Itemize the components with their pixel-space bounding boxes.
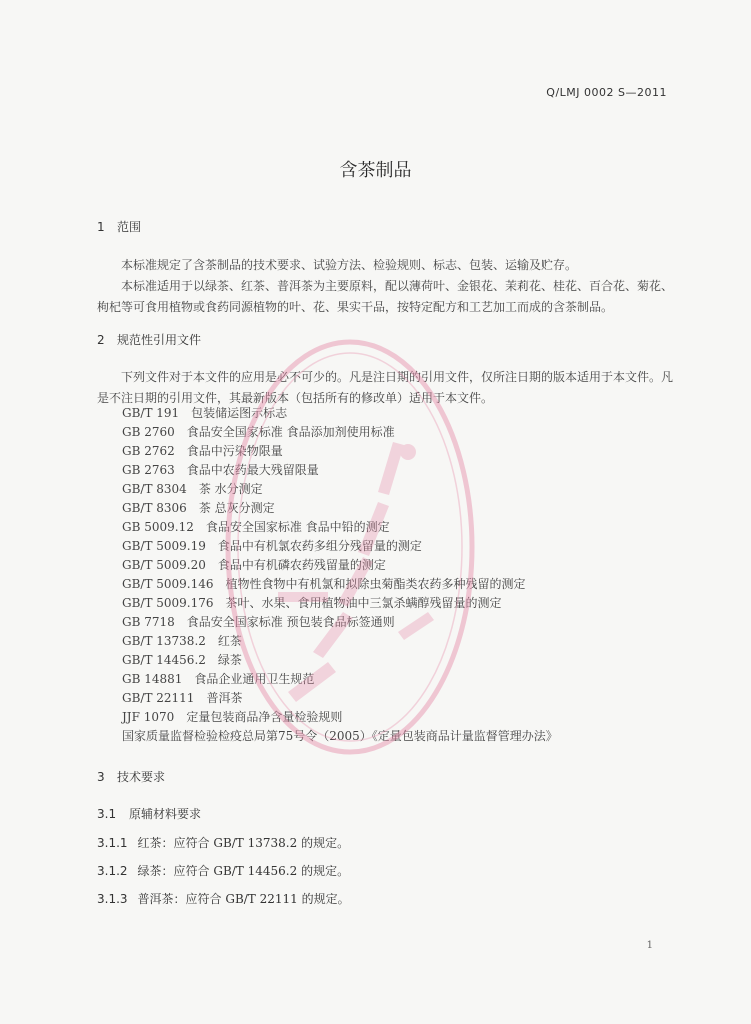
reference-name: 绿茶 — [217, 653, 242, 667]
section-2-intro: 下列文件对于本文件的应用是必不可少的。凡是注日期的引用文件，仅所注日期的版本适用于本文件。凡是不注日期的引用文件，其最新版本（包括所有的修改单）适用于本文件。 — [97, 370, 674, 405]
section-2-title: 规范性引用文件 — [117, 333, 202, 347]
reference-name: 食品中有机磷农药残留量的测定 — [217, 558, 386, 572]
section-1-para-1: 本标准规定了含茶制品的技术要求、试验方法、检验规则、标志、包装、运输及贮存。 — [121, 258, 578, 272]
subsection-3-1-heading — [97, 805, 201, 822]
reference-item — [122, 689, 558, 708]
reference-code: GB/T 5009.146 — [122, 577, 214, 591]
section-1-para-2: 本标准适用于以绿茶、红茶、普洱茶为主要原料，配以薄荷叶、金银花、茉莉花、桂花、百合花、菊花、枸杞等可食用植物或食药同源植物的叶、花、果实干品，按特定配方和工艺加工而成的含茶制品。 — [97, 279, 674, 314]
reference-name: 包装储运图示标志 — [191, 406, 288, 420]
reference-code: GB/T 5009.19 — [122, 539, 206, 553]
reference-code: GB/T 13738.2 — [122, 634, 206, 648]
reference-name: 国家质量监督检验检疫总局第75号令（2005）《定量包装商品计量监督管理办法》 — [122, 729, 558, 743]
reference-item — [122, 499, 558, 518]
reference-code: GB/T 14456.2 — [122, 653, 206, 667]
reference-code: GB/T 8306 — [122, 501, 187, 515]
reference-name: 食品企业通用卫生规范 — [194, 672, 315, 686]
reference-name: 茶 水分测定 — [198, 482, 263, 496]
reference-code: GB/T 5009.176 — [122, 596, 214, 610]
clause-text: 绿茶：应符合 GB/T 14456.2 的规定。 — [137, 864, 350, 878]
reference-name: 食品中农药最大残留限量 — [186, 463, 319, 477]
reference-item — [122, 404, 558, 423]
reference-item — [122, 423, 558, 442]
reference-code: GB/T 8304 — [122, 482, 187, 496]
clause-3-1-1 — [97, 834, 349, 851]
clause-3-1-2 — [97, 862, 349, 879]
reference-name: 茶 总灰分测定 — [198, 501, 275, 515]
reference-name: 定量包装商品净含量检验规则 — [186, 710, 343, 724]
reference-code: GB 5009.12 — [122, 520, 194, 534]
reference-code: GB/T 5009.20 — [122, 558, 206, 572]
reference-item — [122, 670, 558, 689]
clause-number: 3.1.3 — [97, 892, 128, 906]
reference-item — [122, 518, 558, 537]
clause-number: 3.1.2 — [97, 864, 128, 878]
reference-code: GB 14881 — [122, 672, 183, 686]
reference-item — [122, 556, 558, 575]
section-2-heading — [97, 331, 201, 348]
reference-name: 食品中有机氯农药多组分残留量的测定 — [217, 539, 422, 553]
section-3-title: 技术要求 — [117, 770, 166, 784]
reference-name: 食品安全国家标准 食品添加剂使用标准 — [186, 425, 395, 439]
reference-name: 普洱茶 — [206, 691, 243, 705]
reference-code: GB 2762 — [122, 444, 175, 458]
reference-item — [122, 442, 558, 461]
reference-code: GB 7718 — [122, 615, 175, 629]
reference-code: GB 2763 — [122, 463, 175, 477]
section-3-number: 3 — [97, 770, 105, 784]
reference-name: 植物性食物中有机氯和拟除虫菊酯类农药多种残留的测定 — [225, 577, 526, 591]
clause-text: 红茶：应符合 GB/T 13738.2 的规定。 — [137, 836, 350, 850]
reference-item — [122, 575, 558, 594]
reference-item — [122, 632, 558, 651]
reference-code: GB/T 22111 — [122, 691, 195, 705]
reference-code: JJF 1070 — [122, 710, 175, 724]
reference-list — [122, 404, 558, 746]
reference-name: 红茶 — [217, 634, 242, 648]
reference-name: 食品安全国家标准 预包装食品标签通则 — [186, 615, 395, 629]
subsection-3-1-title: 原辅材料要求 — [129, 807, 202, 821]
reference-code: GB/T 191 — [122, 406, 180, 420]
reference-name: 食品中污染物限量 — [186, 444, 283, 458]
reference-item — [122, 594, 558, 613]
reference-item — [122, 480, 558, 499]
page-number: 1 — [646, 940, 653, 951]
reference-item — [122, 461, 558, 480]
section-3-heading — [97, 768, 165, 785]
reference-item — [122, 727, 558, 746]
clause-3-1-3 — [97, 890, 350, 907]
reference-item — [122, 651, 558, 670]
section-2-number: 2 — [97, 333, 105, 347]
standard-code: Q/LMJ 0002 S—2011 — [546, 86, 667, 99]
subsection-3-1-number: 3.1 — [97, 807, 117, 821]
section-1-heading — [97, 218, 141, 235]
document-title: 含茶制品 — [339, 160, 412, 181]
clause-text: 普洱茶：应符合 GB/T 22111 的规定。 — [137, 892, 350, 906]
reference-name: 食品安全国家标准 食品中铅的测定 — [205, 520, 390, 534]
reference-name: 茶叶、水果、食用植物油中三氯杀螨醇残留量的测定 — [225, 596, 502, 610]
reference-code: GB 2760 — [122, 425, 175, 439]
reference-item — [122, 613, 558, 632]
reference-item — [122, 537, 558, 556]
clause-number: 3.1.1 — [97, 836, 128, 850]
section-1-number: 1 — [97, 220, 105, 234]
reference-item — [122, 708, 558, 727]
section-1-title: 范围 — [117, 220, 142, 234]
